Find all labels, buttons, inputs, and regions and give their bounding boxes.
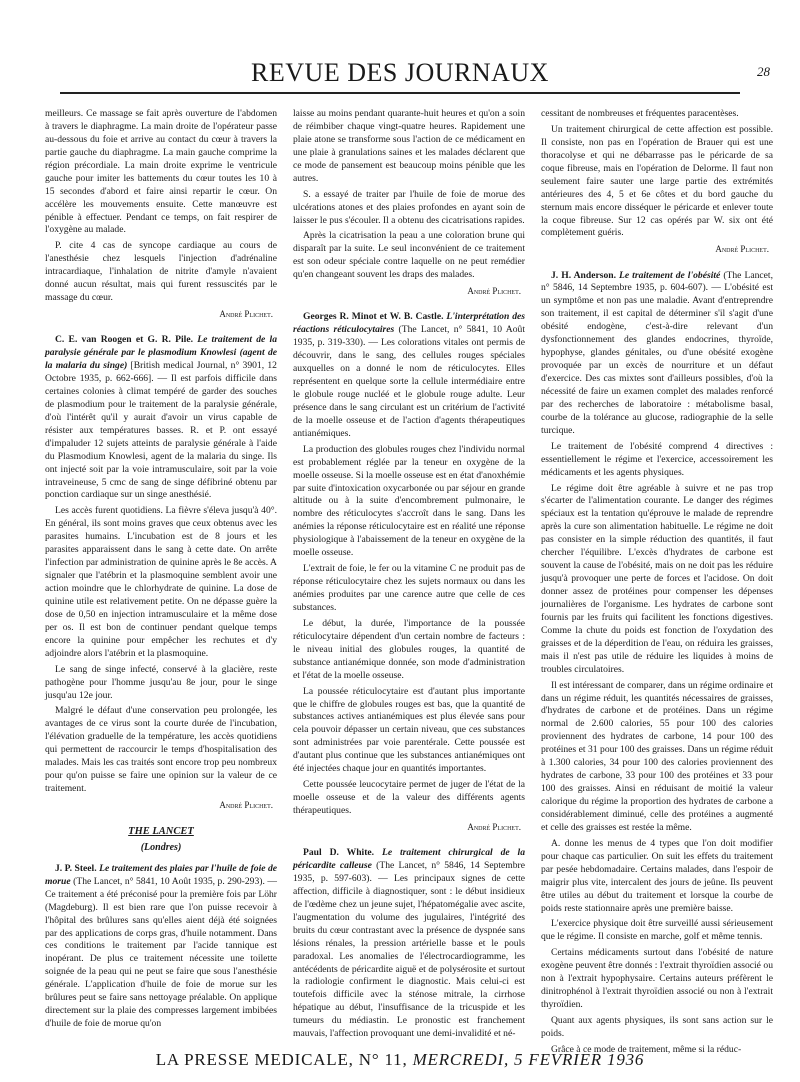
- paragraph: Les accès furent quotidiens. La fièvre s'éleva jusqu'à 40°. En général, ils sont moins graves que ceux obtenus avec les parasites humains. L'incubation est de 8 jours et les parasites apparaissent dans le sang à cette date. On arrête l'infection par administration de quinine après le 8e accès. A signaler que l'atébrin et la plasmoquine semblent avoir une action moindre que le chlorhydrate de quinine. La dose de quinine utile est relativement petite. On ne dépasse guère la dose de 0,50 en injection intramusculaire et la même dose per os. Il est bon de continuer pendant quelque temps encore la quinine pour empêcher les rechutes et d'y adjoindre alors l'atébrin et la plasmoquine.: [45, 505, 277, 659]
- article-text: — Les principaux signes de cette affection, difficile à diagnostiquer, sont : le début insidieux de l'œdème chez un jeune sujet, l'hépatomégalie avec ascite, l'augmentation du volume des jugulaires, l'intégrité des bruits du cœur contrastant avec la présence de dyspnée sans lésions rénales, la pression artérielle basse et le pouls paradoxal. Les anomalies de l'électrocardiogramme, les antécédents de péricardite aiguë et de polysérosite et surtout la radiologie confirment le diagnostic. Mais celui-ci est toutefois difficile avec la sténose mitrale, la cirrhose hépatique au début, l'insuffisance de la tricuspide et les tumeurs du médiastin. Le pronostic est franchement mauvais, l'affection provoquant une demi-invalidité et né-: [293, 872, 526, 1040]
- column-2: [293, 108, 525, 1038]
- paragraph: Cette poussée leucocytaire permet de juger de l'état de la moelle osseuse et de la valeur des différents agents thérapeutiques.: [293, 779, 525, 817]
- paragraph: Le régime doit être agréable à suivre et ne pas trop s'écarter de l'alimentation courante. Le danger des régimes spéciaux est la tentation qu'éprouve le malade de reprendre après la cure son alimentation habituelle. Le régime ne doit pas consister en la simple réduction des quantités, il faut chercher l'équilibre. L'excès d'hydrates de carbone est souvent la cause de l'obésité, mais on ne doit pas les réduire jusqu'à provoquer une perte de forces et l'acidose. On doit donner assez de protéines pour compenser les dépenses journalières de l'organisme. Les hydrates de carbone sont fournis par les fruits qui facilitent les fonctions digestives. Comme la chute du poids est fonction de l'oxydation des graisses et de la déperdition de l'eau, on réduira les graisses, mais il n'est pas utile de réduire les liquides à moins de troubles circulatoires.: [541, 482, 773, 675]
- paragraph: L'exercice physique doit être surveillé aussi sérieusement que le régime. Il consiste en marche, golf et même tennis.: [541, 918, 773, 943]
- paragraph: S. a essayé de traiter par l'huile de foie de morue des ulcérations atones et des plaies profondes en ayant soin de laisser le pus s'écouler. Il a obtenu des cicatrisations rapides.: [293, 188, 525, 226]
- author-signature: André Plichet.: [467, 286, 521, 297]
- paragraph: cessitant de nombreuses et fréquentes paracentèses.: [541, 108, 739, 119]
- header-rule: [60, 92, 740, 94]
- paragraph: Après la cicatrisation la peau a une coloration brune qui disparaît par la suite. Le seul inconvénient de ce traitement est son odeur spéciale contre laquelle on ne peut remédier qu'en changeant souvent les draps des malades.: [293, 230, 525, 281]
- article-reference: [British medical Journal, n° 3901, 12 Octobre 1935, p. 662-666].: [45, 360, 277, 385]
- article-authors: Paul D. White.: [303, 847, 375, 859]
- paragraph: Le traitement de l'obésité comprend 4 directives : essentiellement le régime et l'exercice, accessoirement les médicaments et les agents physiques.: [541, 440, 773, 478]
- article-title: Le traitement de l'obésité: [619, 269, 721, 281]
- article-paralysie: [45, 334, 277, 502]
- article-obesite: [541, 270, 773, 438]
- paragraph: A. donne les menus de 4 types que l'on doit modifier pour chaque cas particulier. On suit les effets du traitement par pesée hebdomadaire. Certains malades, dans l'espoir de maigrir plus vite, intercalent des jours de jeûne. Ils peuvent être utiles au début du traitement et lorsque la courbe de poids reste stationnaire après une première baisse.: [541, 837, 773, 914]
- article-pericardite: [293, 847, 525, 1041]
- paragraph: P. cite 4 cas de syncope cardiaque au cours de l'anesthésie chez lesquels l'injection d'adrénaline intracardiaque, l'inhalation de nitrite d'amyle n'avaient donné aucun résultat, mais qui furent ressuscités par le massage du cœur.: [45, 240, 277, 304]
- section-heading: THE LANCET: [128, 826, 194, 838]
- paragraph: Malgré le défaut d'une conservation peu prolongée, les avantages de ce virus sont la courte durée de l'incubation, l'élévation graduelle de la température, les accès quotidiens qui permettent de raccourcir le temps d'hospitalisation des malades. Mais les cas traités sont encore trop peu nombreux pour qu'on puisse se faire une opinion sur la valeur de ce traitement.: [45, 705, 277, 795]
- article-text: — Il est parfois difficile dans certaines colonies à climat tempéré de garder des souches de plasmodium pour le traitement de la paralysie générale, d'où l'intérêt qu'il y aurait d'avoir un virus capable de résister aux températures basses. R. et P. ont essayé d'impaluder 12 sujets atteints de paralysie générale à l'aide du Plasmodium Knowlesi, agent de la malaria du singe. Ils ont injecté soit par la voie intramusculaire, soit par la voie intraveineuse, 5 cmc de sang de singe défibriné obtenu par ponction cardiaque sur un singe anesthésié.: [45, 373, 277, 501]
- paragraph: Grâce à ce mode de traitement, même si la réduc-: [551, 1043, 742, 1055]
- article-title: L'interprétation des réactions réticulocytaires: [293, 311, 525, 336]
- paragraph: meilleurs. Ce massage se fait après ouverture de l'abdomen à travers le diaphragme. La main droite de l'opérateur passe au-dessous du foie et arrive au contact du cœur à travers la partie gauche du diaphragme. La main gauche comprime la région précordiale. La main droite exprime le ventricule gauche pour imiter les battements du cœur toutes les 10 à 15 secondes d'abord et faire ainsi repartir le cœur. On accélère les mouvements ensuite. Cette manœuvre est pénible à effectuer. Pendant ce temps, on fait respirer de l'oxygène au malade.: [45, 108, 277, 236]
- paragraph: L'extrait de foie, le fer ou la vitamine C ne produit pas de réponse réticulocytaire chez les sujets normaux ou dans les anémies produites par une carence autre que celle de ces substances.: [293, 563, 525, 613]
- article-plaies: [45, 863, 277, 1031]
- section-subheading: (Londres): [140, 842, 182, 854]
- text-columns: [45, 108, 775, 1055]
- article-text: — Ce traitement a été préconisé pour la première fois par Löhr (Magdeburg). Il est bien rare que l'on puisse recevoir à l'hôpital des brûlures sans qu'elles aient déjà été soignées par des applications de corps gras, d'huile notamment. Dans ces conditions le traitement par l'acide tannique est inopérant. De plus ce traitement nécessite une toilette soignée de la peau qui ne peut se faire que sous l'anesthésie générale. L'application d'huile de foie de morue sur les brûlures peut se faire sans nettoyage préalable. On applique directement sur la plaie des compresses largement imbibées d'huile de foie de morue qu'on: [45, 875, 277, 1030]
- article-reticulocytes: [293, 311, 525, 440]
- article-reference: (The Lancet, n° 5846, 14 Septembre 1935, p. 597-603).: [293, 860, 526, 884]
- page-footer: [100, 1050, 700, 1070]
- paragraph: Le sang de singe infecté, conservé à la glacière, reste pathogène pour l'homme jusqu'au 8e jour, pour le singe jusqu'au 12e jour.: [45, 663, 277, 701]
- article-reference: (The Lancet, n° 5841, 10 Août 1935, p. 290-293).: [73, 875, 265, 887]
- author-signature: André Plichet.: [715, 244, 769, 255]
- article-authors: Georges R. Minot et W. B. Castle.: [303, 311, 444, 323]
- author-signature: André Plichet.: [219, 309, 273, 320]
- page-number: 28: [757, 64, 770, 79]
- author-signature: André Plichet.: [467, 821, 521, 832]
- footer-journal: LA PRESSE MEDICALE, N° 11,: [155, 1050, 408, 1069]
- running-title: REVUE DES JOURNAUX: [251, 58, 549, 87]
- paragraph: Quant aux agents physiques, ils sont sans action sur le poids.: [541, 1015, 773, 1039]
- footer-date: MERCREDI, 5 FEVRIER 1936: [412, 1050, 645, 1069]
- page-header: [60, 52, 770, 92]
- paragraph: La poussée réticulocytaire est d'autant plus importante que le chiffre de globules rouges est bas, que la quantité de substances actives antianémiques est plus élevée sans pour cela pouvoir dépasser un certain niveau, que ces substances sont administrées par voie parentérale. Cette poussée est d'autant plus continue que les substances antianémiques ont été injectées chaque jour en quantités importantes.: [293, 685, 525, 775]
- article-text: — L'obésité est un symptôme et non pas une maladie. Avant d'entreprendre son traitement, il est capital de déterminer s'il s'agit d'une obésité endogène, c'est-à-dire relevant d'un dysfonctionnement des glandes endocrines, thyroïde, hypophyse, glandes génitales, ou d'une obésité exogène provoquée par un excès de nourriture et un défaut d'exercice. Des cas mixtes sont d'ailleurs possibles, d'où la nécessité de faire un examen complet des malades renforcé par des recherches de laboratoire : métabolisme basal, courbe de la tolérance au glucose, radiographie de la selle turcique.: [541, 282, 773, 436]
- paragraph: Certains médicaments surtout dans l'obésité de nature exogène peuvent être donnés : l'extrait thyroïdien associé ou non à l'extrait hypophysaire. Certains auteurs préfèrent le dinitrophénol à l'extrait thyroïdien associé ou non à l'extrait thyroïdien.: [541, 947, 773, 1011]
- article-authors: J. P. Steel.: [55, 862, 97, 874]
- paragraph: Il est intéressant de comparer, dans un régime ordinaire et dans un régime réduit, les quantités nécessaires de graisses, d'hydrates de carbone et de protéines. Dans un régime normal de 2.600 calories, 55 pour 100 des calories proviennent des hydrates de carbone, 14 pour 100 des protéines et 31 pour 100 des graisses. Dans un régime réduit à 1.300 calories, 34 pour 100 des calories proviennent des hydrates de carbone, 33 pour 100 des protéines et 33 pour 100 des graisses. Ainsi en réduisant de moitié la valeur calorique du régime la proportion des hydrates de carbone a considérablement diminué, celle des protéines a augmenté et celle des graisses est restée la même.: [541, 679, 773, 833]
- paragraph: laisse au moins pendant quarante-huit heures et qu'on a soin de réimbiber chaque vingt-quatre heures. Rapidement une plaie atone se transforme sous l'action de ce médicament en une plaie à granulations saines et les malades déclarent que ce mode de pansement est beaucoup moins pénible que les autres.: [293, 108, 525, 184]
- article-authors: C. E. van Roogen et G. R. Pile.: [55, 334, 193, 346]
- article-authors: J. H. Anderson.: [551, 269, 616, 281]
- article-reference: (The Lancet, n° 5841, 10 Août 1935, p. 319-330).: [293, 324, 525, 349]
- column-1: [45, 108, 277, 1038]
- article-reference: (The Lancet, n° 5846, 14 Septembre 1935, p. 604-607).: [541, 269, 773, 294]
- article-title: Le traitement des plaies par l'huile de foie de morue: [45, 862, 278, 887]
- author-signature: André Plichet.: [219, 800, 273, 811]
- column-3: [541, 108, 773, 1055]
- article-title: Le traitement de la paralysie générale par le plasmodium Knowlesi (agent de la malaria du singe): [45, 334, 277, 372]
- paragraph: Le début, la durée, l'importance de la poussée réticulocytaire dépendent d'un certain nombre de facteurs : le niveau initial des globules rouges, la quantité de substance antianémique donnée, son mode d'administration et l'état de la moelle osseuse.: [293, 617, 525, 681]
- article-text: — Les colorations vitales ont permis de découvrir, dans le sang, des cellules rouges spéciales auxquelles on a donné le nom de réticulocytes. Elles représentent en quelque sorte la cellule intermédiaire entre le globule rouge nucléé et le globule rouge adulte. Leur présence dans le sang circulant est un critérium de l'activité de la moelle osseuse et de l'action d'agents thérapeutiques antianémiques.: [293, 337, 525, 439]
- paragraph: La production des globules rouges chez l'individu normal est probablement réglée par la teneur en oxygène de la moelle osseuse. Si la moelle osseuse est en état d'anoxhémie par suite d'intoxication oxycarbonée ou par séjour en grande altitude ou à la suite d'encombrement pulmonaire, le nombre des réticulocytes s'accroît dans le sang. Dans les anémies la réponse réticulocytaire est en réalité une réponse physiologique à l'abaissement de la teneur en oxygène de la moelle osseuse.: [293, 443, 525, 559]
- paragraph: Un traitement chirurgical de cette affection est possible. Il consiste, non pas en l'opération de Brauer qui est une thoracolyse et qui ne débarrasse pas le péricarde de sa coque fibreuse, mais en l'opération de Delorme. Il faut non seulement faire sauter une large partie des extrémités antérieures des 4, 5 et 6e côtes et du bord gauche du sternum mais encore disséquer le péricarde et enlever toute la coque fibreuse. Sur 12 cas opérés par W. six ont été complètement guéris.: [541, 123, 773, 239]
- article-title: Le traitement chirurgical de la péricardite calleuse: [293, 847, 525, 872]
